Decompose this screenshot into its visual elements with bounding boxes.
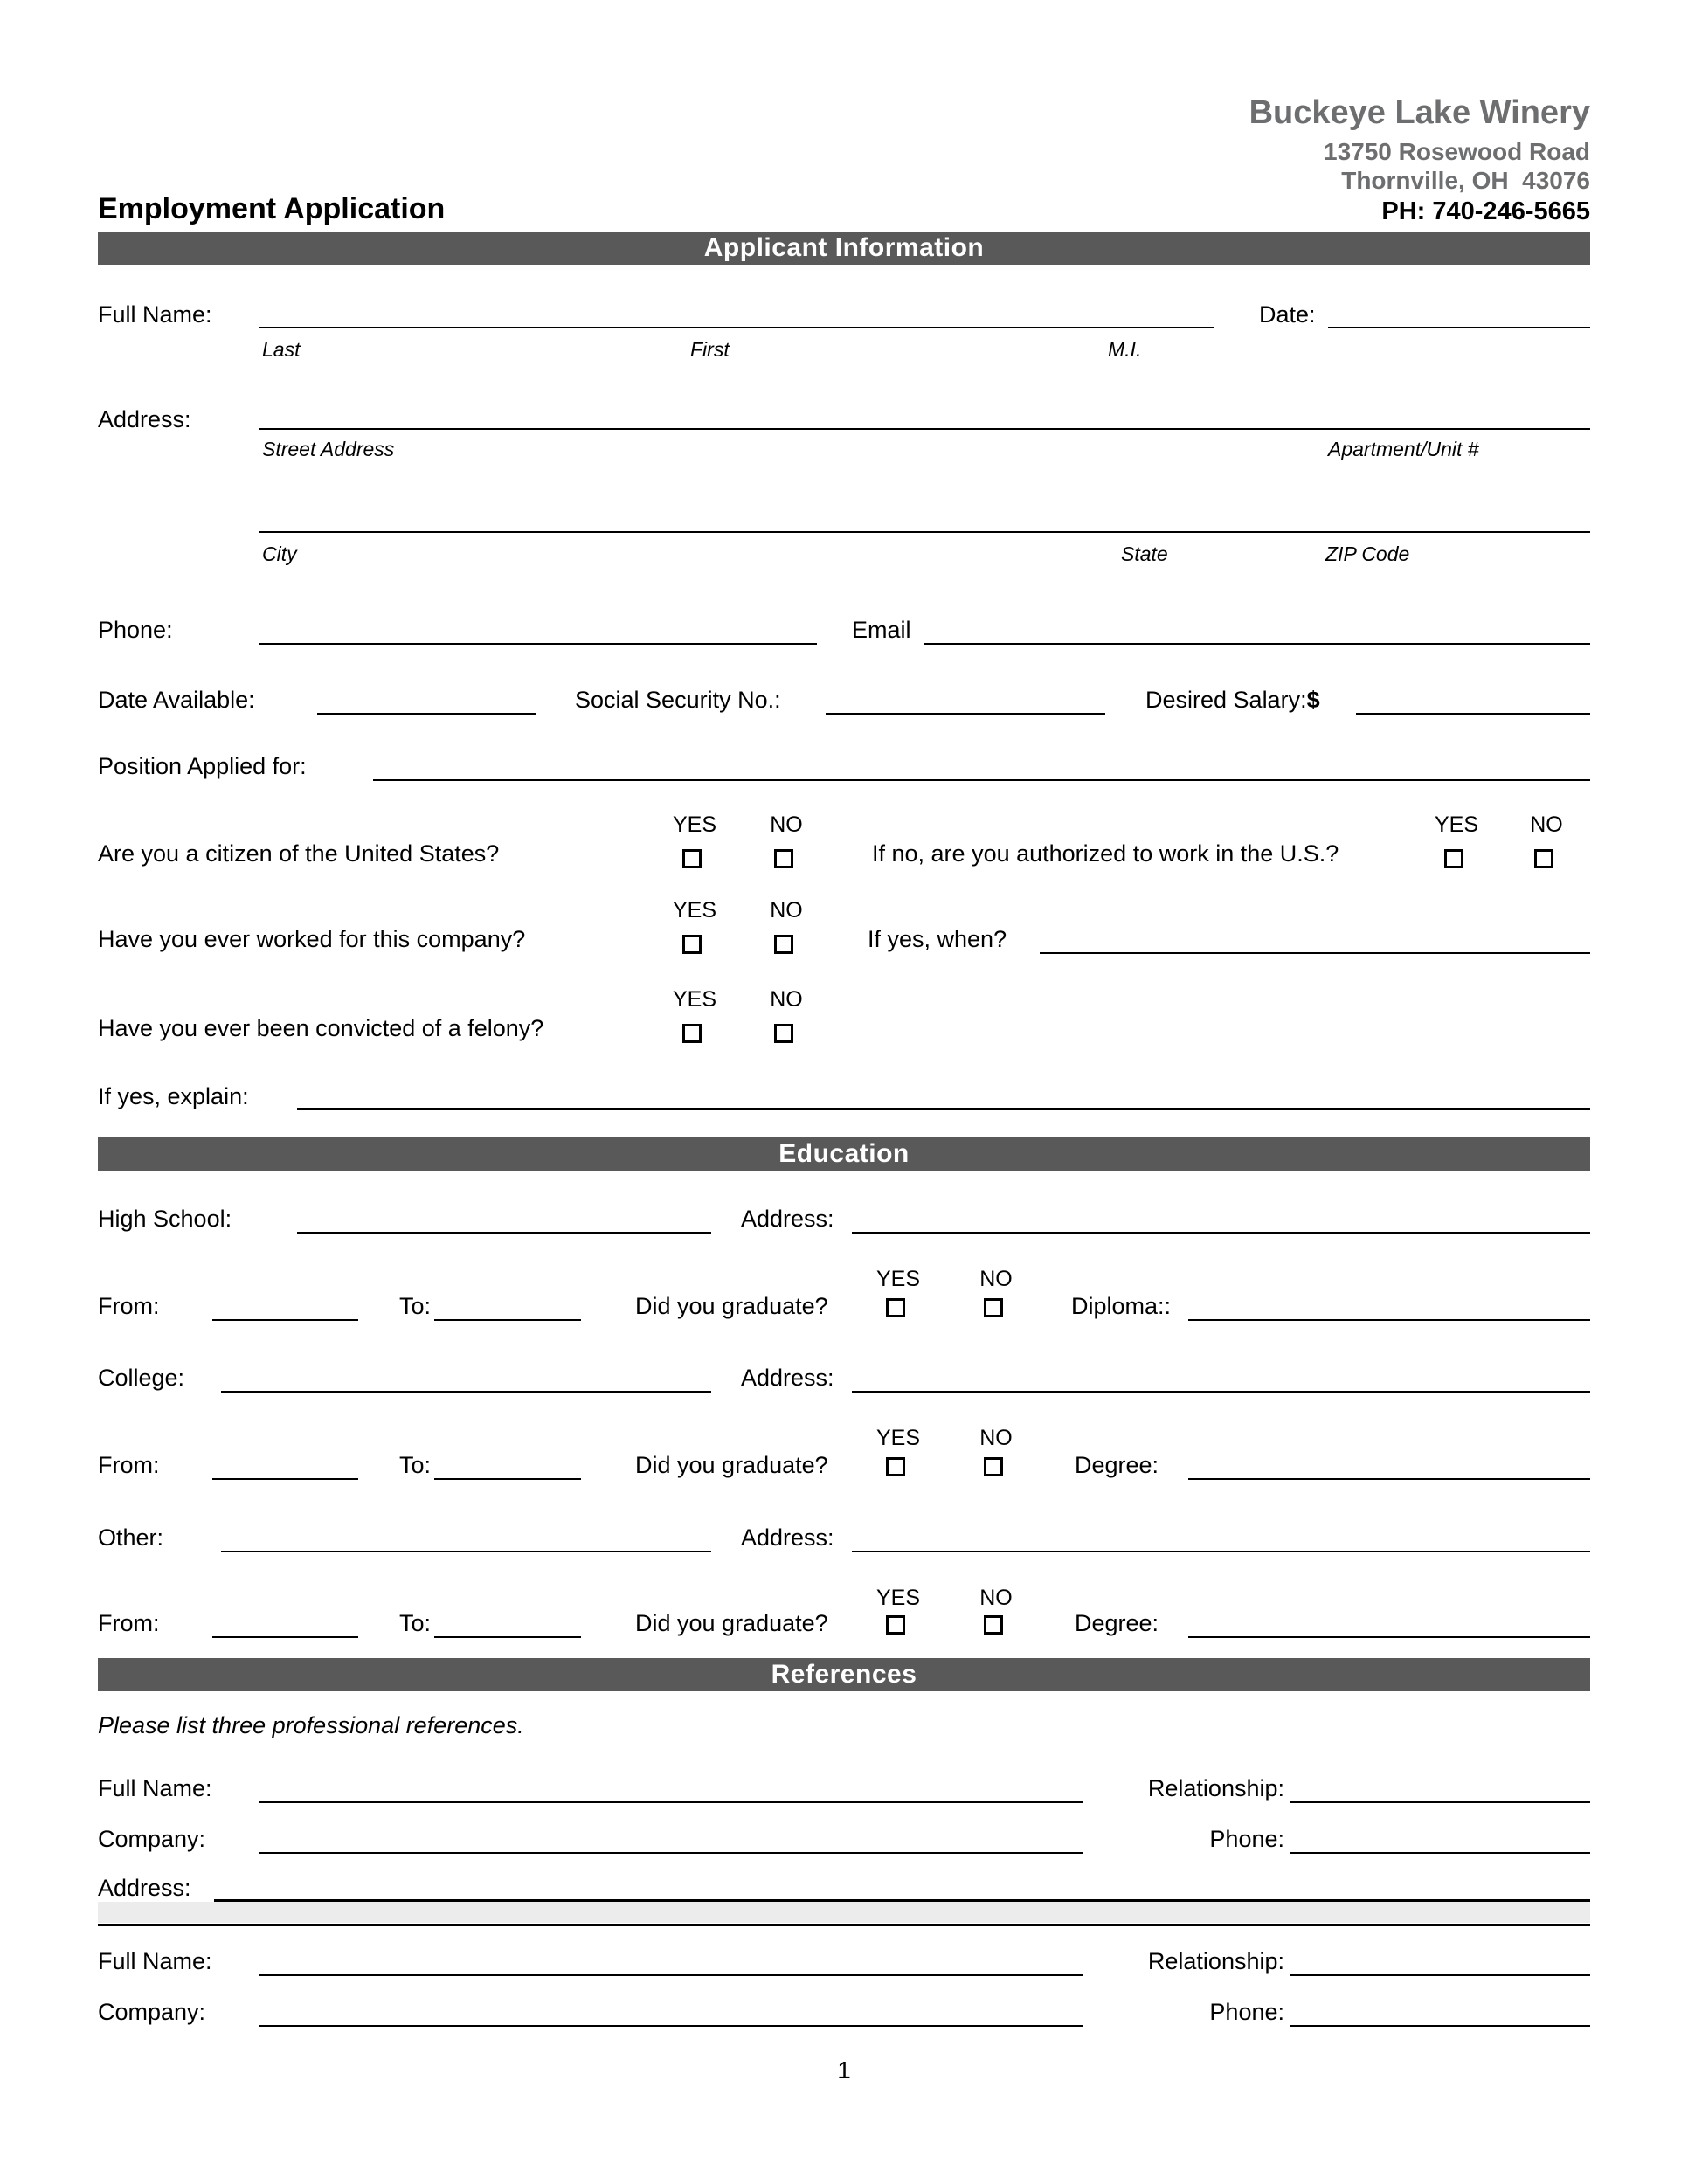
ssn-label: Social Security No.: xyxy=(575,687,781,713)
other-graduate-label: Did you graduate? xyxy=(635,1610,828,1636)
worked-question: Have you ever worked for this company? xyxy=(98,926,526,952)
other-from-label: From: xyxy=(98,1610,160,1636)
college-from-line[interactable] xyxy=(212,1478,358,1480)
authorized-question: If no, are you authorized to work in the U.S.? xyxy=(872,840,1339,867)
dollar-sign: $ xyxy=(1306,687,1320,713)
phone-line[interactable] xyxy=(259,643,817,645)
if-yes-explain-label: If yes, explain: xyxy=(98,1083,249,1109)
state-sublabel: State xyxy=(1121,543,1168,565)
date-label: Date: xyxy=(1259,301,1316,328)
form-title: Employment Application xyxy=(98,192,446,225)
college-graduate-label: Did you graduate? xyxy=(635,1452,828,1478)
college-label: College: xyxy=(98,1365,185,1391)
other-degree-label: Degree: xyxy=(1075,1610,1159,1636)
citizen-yes-header: YES xyxy=(672,812,717,837)
citizen-no-checkbox[interactable] xyxy=(774,849,793,868)
college-degree-label: Degree: xyxy=(1075,1452,1159,1478)
ref1-phone-line[interactable] xyxy=(1290,1852,1590,1854)
first-sublabel: First xyxy=(690,338,730,361)
highschool-no-header: NO xyxy=(979,1267,1013,1291)
ref2-full-name-line[interactable] xyxy=(259,1974,1083,1976)
college-graduate-yes-checkbox[interactable] xyxy=(886,1457,905,1476)
college-from-label: From: xyxy=(98,1452,160,1478)
ref1-phone-label: Phone: xyxy=(1209,1826,1284,1852)
worked-yes-header: YES xyxy=(672,898,717,923)
ref1-full-name-label: Full Name: xyxy=(98,1775,212,1801)
authorized-yes-checkbox[interactable] xyxy=(1444,849,1463,868)
other-address-line[interactable] xyxy=(852,1551,1590,1552)
other-no-header: NO xyxy=(979,1586,1013,1610)
if-yes-explain-line[interactable] xyxy=(297,1108,1590,1110)
college-address-line[interactable] xyxy=(852,1391,1590,1393)
date-line[interactable] xyxy=(1328,327,1590,328)
felony-yes-header: YES xyxy=(672,987,717,1012)
other-to-line[interactable] xyxy=(434,1636,581,1638)
highschool-diploma-label: Diploma:: xyxy=(1071,1293,1172,1319)
city-state-zip-line[interactable] xyxy=(259,531,1590,533)
highschool-graduate-yes-checkbox[interactable] xyxy=(886,1298,905,1317)
highschool-from-line[interactable] xyxy=(212,1319,358,1321)
desired-salary-text: Desired Salary: xyxy=(1145,687,1307,713)
desired-salary-label xyxy=(1145,687,1320,714)
full-name-label: Full Name: xyxy=(98,301,212,328)
section-header-references: References xyxy=(98,1658,1590,1691)
citizen-no-header: NO xyxy=(770,812,803,837)
ref2-relationship-line[interactable] xyxy=(1290,1974,1590,1976)
other-to-label: To: xyxy=(399,1610,432,1636)
section-header-applicant: Applicant Information xyxy=(98,232,1590,265)
highschool-graduate-no-checkbox[interactable] xyxy=(984,1298,1003,1317)
other-graduate-yes-checkbox[interactable] xyxy=(886,1615,905,1635)
section-header-education: Education xyxy=(98,1137,1590,1171)
company-phone: PH: 740-246-5665 xyxy=(1381,197,1590,225)
if-yes-when-label: If yes, when? xyxy=(868,926,1007,952)
phone-label: Phone: xyxy=(98,617,173,643)
ref1-full-name-line[interactable] xyxy=(259,1801,1083,1803)
highschool-name-line[interactable] xyxy=(297,1232,711,1234)
position-applied-label: Position Applied for: xyxy=(98,753,307,779)
ref1-address-label: Address: xyxy=(98,1875,191,1901)
if-yes-when-line[interactable] xyxy=(1040,952,1590,954)
felony-no-checkbox[interactable] xyxy=(774,1024,793,1043)
college-address-label: Address: xyxy=(741,1365,834,1391)
company-name: Buckeye Lake Winery xyxy=(1249,94,1590,131)
company-address-line2: Thornville, OH 43076 xyxy=(1341,167,1590,194)
felony-question: Have you ever been convicted of a felony? xyxy=(98,1015,544,1041)
ref1-address-shaded-row xyxy=(98,1902,1590,1923)
highschool-yes-header: YES xyxy=(875,1267,921,1291)
citizen-yes-checkbox[interactable] xyxy=(682,849,702,868)
full-name-line[interactable] xyxy=(259,327,1214,328)
ref2-company-line[interactable] xyxy=(259,2025,1083,2027)
college-to-label: To: xyxy=(399,1452,432,1478)
college-name-line[interactable] xyxy=(221,1391,711,1393)
city-sublabel: City xyxy=(262,543,297,565)
zip-code-sublabel: ZIP Code xyxy=(1325,543,1410,565)
worked-yes-checkbox[interactable] xyxy=(682,935,702,954)
highschool-address-label: Address: xyxy=(741,1206,834,1232)
highschool-label: High School: xyxy=(98,1206,232,1232)
felony-no-header: NO xyxy=(770,987,803,1012)
ref1-relationship-label: Relationship: xyxy=(1147,1775,1284,1801)
highschool-graduate-label: Did you graduate? xyxy=(635,1293,828,1319)
college-yes-header: YES xyxy=(875,1426,921,1450)
highschool-address-line[interactable] xyxy=(852,1232,1590,1234)
page-number: 1 xyxy=(837,2056,851,2084)
ref2-phone-line[interactable] xyxy=(1290,2025,1590,2027)
felony-yes-checkbox[interactable] xyxy=(682,1024,702,1043)
authorized-no-checkbox[interactable] xyxy=(1534,849,1553,868)
other-degree-line[interactable] xyxy=(1188,1636,1590,1638)
college-degree-line[interactable] xyxy=(1188,1478,1590,1480)
highschool-to-line[interactable] xyxy=(434,1319,581,1321)
ref2-full-name-label: Full Name: xyxy=(98,1948,212,1974)
college-no-header: NO xyxy=(979,1426,1013,1450)
other-graduate-no-checkbox[interactable] xyxy=(984,1615,1003,1635)
date-available-label: Date Available: xyxy=(98,687,255,713)
authorized-no-header: NO xyxy=(1530,812,1563,837)
desired-salary-line[interactable] xyxy=(1356,713,1590,715)
ref2-company-label: Company: xyxy=(98,1999,206,2025)
other-from-line[interactable] xyxy=(212,1636,358,1638)
email-line[interactable] xyxy=(924,643,1590,645)
position-applied-line[interactable] xyxy=(373,779,1590,781)
street-address-line[interactable] xyxy=(259,428,1590,430)
worked-no-header: NO xyxy=(770,898,803,923)
college-graduate-no-checkbox[interactable] xyxy=(984,1457,1003,1476)
authorized-yes-header: YES xyxy=(1434,812,1479,837)
other-yes-header: YES xyxy=(875,1586,921,1610)
other-label: Other: xyxy=(98,1524,164,1551)
ssn-line[interactable] xyxy=(826,713,1105,715)
date-available-line[interactable] xyxy=(317,713,536,715)
apartment-unit-sublabel: Apartment/Unit # xyxy=(1328,438,1479,460)
highschool-diploma-line[interactable] xyxy=(1188,1319,1590,1321)
mi-sublabel: M.I. xyxy=(1108,338,1142,361)
highschool-to-label: To: xyxy=(399,1293,432,1319)
other-address-label: Address: xyxy=(741,1524,834,1551)
citizen-question: Are you a citizen of the United States? xyxy=(98,840,500,867)
ref1-relationship-line[interactable] xyxy=(1290,1801,1590,1803)
ref2-relationship-label: Relationship: xyxy=(1147,1948,1284,1974)
company-address-line1: 13750 Rosewood Road xyxy=(1324,138,1590,165)
ref2-phone-label: Phone: xyxy=(1209,1999,1284,2025)
ref1-company-line[interactable] xyxy=(259,1852,1083,1854)
references-intro: Please list three professional references. xyxy=(98,1712,524,1738)
ref1-company-label: Company: xyxy=(98,1826,206,1852)
street-address-sublabel: Street Address xyxy=(262,438,395,460)
last-sublabel: Last xyxy=(262,338,301,361)
ref1-address-line-2[interactable] xyxy=(98,1924,1590,1926)
address-label: Address: xyxy=(98,406,191,432)
college-to-line[interactable] xyxy=(434,1478,581,1480)
email-label: Email xyxy=(852,617,911,643)
highschool-from-label: From: xyxy=(98,1293,160,1319)
worked-no-checkbox[interactable] xyxy=(774,935,793,954)
other-name-line[interactable] xyxy=(221,1551,711,1552)
